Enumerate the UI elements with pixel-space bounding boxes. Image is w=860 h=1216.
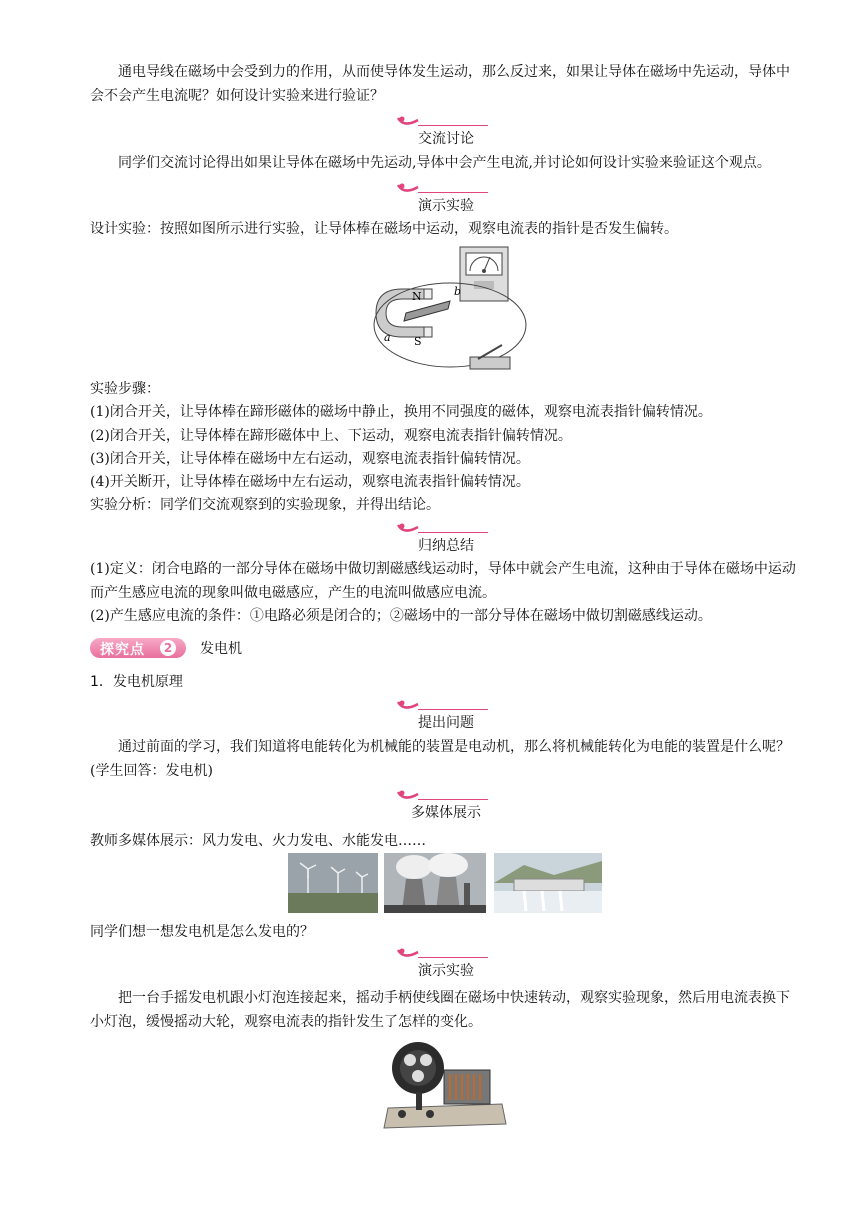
point-b-label: b: [454, 285, 462, 298]
pen-swoosh-icon: [396, 181, 420, 195]
summary-definition: (1)定义：闭合电路的一部分导体在磁场中做切割磁感线运动时，导体中就会产生电流，这种由于导体在磁场中运动而产生感应电流的现象叫做电磁感应，产生的电流叫做感应电流。: [90, 561, 796, 601]
section-title: 发电机: [200, 641, 242, 657]
header-label: 演示实验: [418, 963, 474, 979]
section-header-demo: [90, 181, 802, 221]
hydro-power-photo: [494, 853, 602, 913]
thermal-power-photo: [384, 853, 486, 913]
steps-title: 实验步骤：: [90, 381, 160, 397]
pen-swoosh-icon: [396, 946, 420, 960]
header-label: 演示实验: [418, 198, 474, 214]
section-header-question: [90, 698, 802, 738]
summary-conditions: (2)产生感应电流的条件：①电路必须是闭合的；②磁场中的一部分导体在磁场中做切割磁感线运动。: [90, 608, 712, 624]
pen-swoosh-icon: [396, 698, 420, 712]
wind-power-photo: [288, 853, 378, 913]
header-label: 归纳总结: [418, 538, 474, 554]
section-header-media: [90, 788, 802, 828]
header-label: 多媒体展示: [411, 805, 481, 821]
analysis-paragraph: 实验分析：同学们交流观察到的实验现象，并得出结论。: [90, 497, 440, 513]
demo2-paragraph: 把一台手摇发电机跟小灯泡连接起来，摇动手柄使线圈在磁场中快速转动，观察实验现象，然后用电流表换下小灯泡，缓慢摇动大轮，观察电流表的指针发生了怎样的变化。: [90, 990, 790, 1030]
subsection-title: 1．发电机原理: [90, 674, 183, 690]
question-paragraph: 通过前面的学习，我们知道将电能转化为机械能的装置是电动机，那么将机械能转化为电能的装置是什么呢？(学生回答：发电机): [90, 739, 790, 779]
design-paragraph: 设计实验：按照如图所示进行实验，让导体棒在磁场中运动，观察电流表的指针是否发生偏转。: [90, 221, 678, 237]
pen-swoosh-icon: [396, 114, 420, 128]
step-4: (4)开关断开，让导体棒在磁场中左右运动，观察电流表指针偏转情况。: [90, 474, 530, 490]
header-label: 提出问题: [418, 715, 474, 731]
intro-paragraph: 通电导线在磁场中会受到力的作用，从而使导体发生运动，那么反过来，如果让导体在磁场中先运动，导体中会不会产生电流呢？如何设计实验来进行验证？: [90, 64, 790, 104]
section-header-summary: [90, 521, 802, 561]
hand-crank-generator-photo: [382, 1036, 510, 1132]
step-1: (1)闭合开关，让导体棒在蹄形磁体的磁场中静止，换用不同强度的磁体，观察电流表指针偏转情况。: [90, 404, 712, 420]
badge-number: 2: [160, 640, 176, 656]
badge-label: 探究点: [100, 642, 145, 658]
pen-swoosh-icon: [396, 521, 420, 535]
explore-point-badge: [90, 638, 186, 658]
section-header-demo-2: [90, 946, 802, 986]
pole-n-label: N: [412, 290, 422, 303]
pen-swoosh-icon: [396, 788, 420, 802]
pole-s-label: S: [414, 335, 422, 348]
induction-experiment-figure: [370, 245, 530, 375]
media-paragraph: 教师多媒体展示：风力发电、火力发电、水能发电……: [90, 833, 426, 849]
header-label: 交流讨论: [418, 131, 474, 147]
think-paragraph: 同学们想一想发电机是怎么发电的？: [90, 924, 314, 940]
step-2: (2)闭合开关，让导体棒在蹄形磁体中上、下运动，观察电流表指针偏转情况。: [90, 428, 572, 444]
section-header-discussion: [90, 114, 802, 154]
step-3: (3)闭合开关，让导体棒在磁场中左右运动，观察电流表指针偏转情况。: [90, 451, 530, 467]
point-a-label: a: [384, 331, 391, 344]
discussion-paragraph: 同学们交流讨论得出如果让导体在磁场中先运动,导体中会产生电流,并讨论如何设计实验来验证这个观点。: [118, 155, 771, 171]
